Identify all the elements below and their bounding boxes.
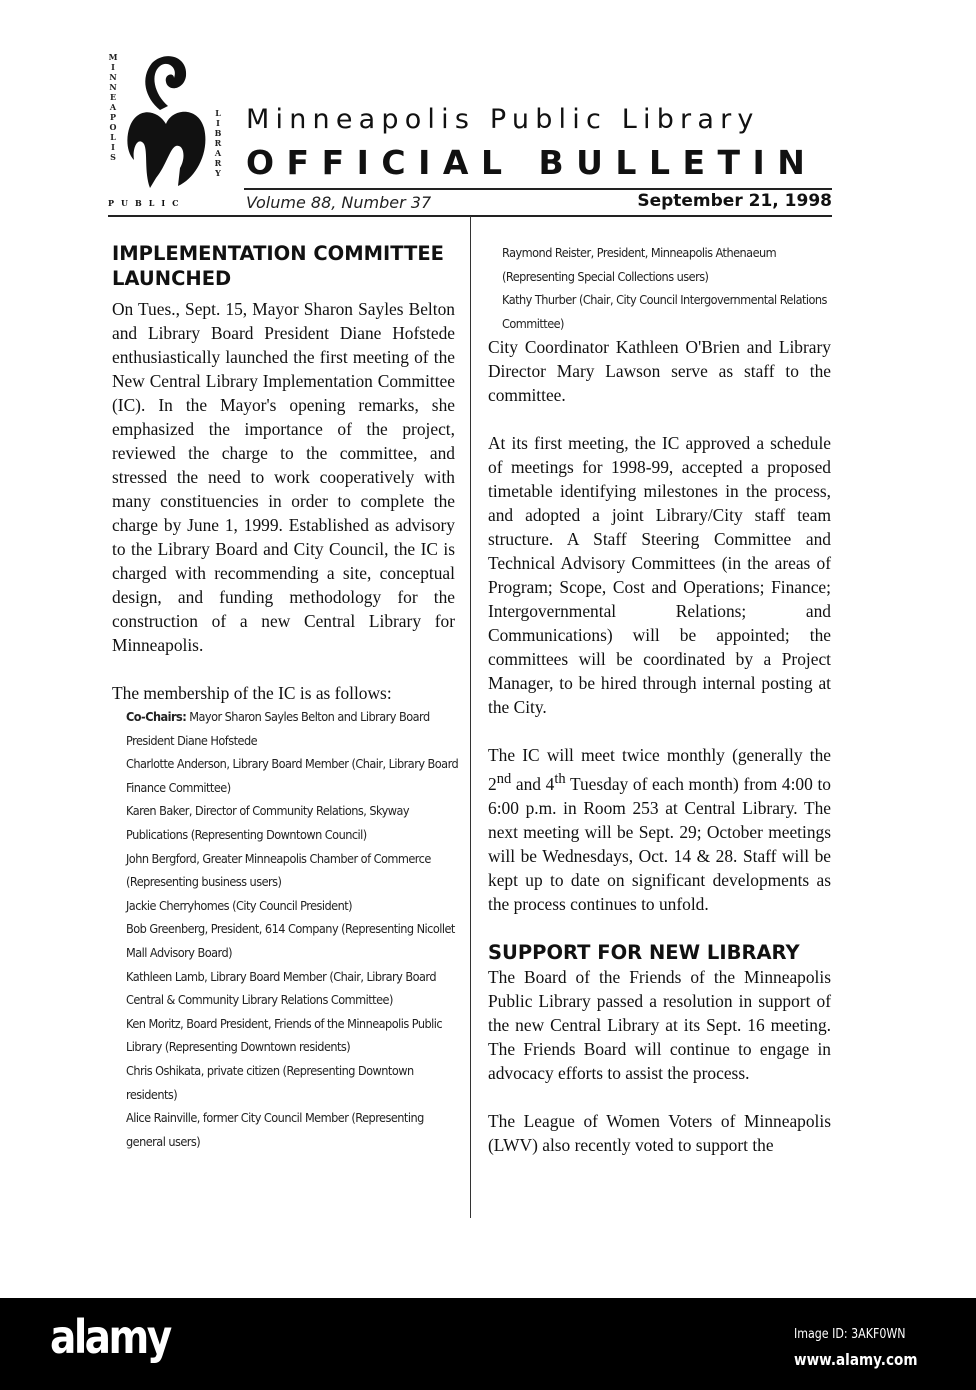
support-heading: SUPPORT FOR NEW LIBRARY: [488, 941, 800, 965]
member-item: Bob Greenberg, President, 614 Company (Representing Nicollet Mall Advisory Board): [126, 921, 455, 960]
bulletin-title: OFFICIAL BULLETIN: [246, 143, 818, 182]
right-column: [488, 241, 831, 1157]
schedule-text: The IC will meet twice monthly (generally the 2: [488, 745, 831, 795]
left-column: [112, 241, 459, 1153]
staff-paragraph: City Coordinator Kathleen O'Brien and Library Director Mary Lawson serve as staff to the committee.: [488, 337, 831, 406]
member-item: Chris Oshikata, private citizen (Representing Downtown residents): [126, 1062, 414, 1102]
column-divider: [470, 216, 471, 1218]
membership-intro: The membership of the IC is as follows:: [112, 683, 392, 703]
member-item: Raymond Reister, President, Minneapolis Athenaeum (Representing Special Collections users): [502, 245, 777, 284]
member-item: Alice Rainville, former City Council Member (Representing general users): [126, 1110, 424, 1149]
friends-paragraph: The Board of the Friends of the Minneapolis Public Library passed a resolution in support of the new Central Library at its Sept. 16 meeting. The Friends Board will continue to engage in advocacy efforts to assist the process.: [488, 967, 831, 1084]
member-item: Kathleen Lamb, Library Board Member (Chair, Library Board Central & Community Library Relations Committee): [126, 968, 437, 1008]
ordinal-suffix: nd: [496, 771, 512, 788]
article-heading: IMPLEMENTATION COMMITTEE LAUNCHED: [112, 242, 444, 290]
cochairs-label: Co-Chairs:: [126, 709, 187, 724]
member-item-cochairs: [126, 705, 459, 752]
member-item: Charlotte Anderson, Library Board Member (Chair, Library Board Finance Committee): [126, 756, 459, 795]
alamy-logo: alamy: [50, 1310, 170, 1364]
member-list-continued: [502, 241, 840, 335]
cochairs-names: Mayor Sharon Sayles Belton and Library Board President Diane Hofstede: [126, 709, 430, 748]
issue-date: September 21, 1998: [637, 191, 832, 211]
ordinal-suffix: th: [554, 771, 566, 788]
logo-m-swirl-icon: [120, 48, 210, 198]
volume-number: Volume 88, Number 37: [246, 193, 432, 212]
lwv-paragraph: The League of Women Voters of Minneapolis (LWV) also recently voted to support the: [488, 1111, 831, 1156]
logo-text-minneapolis: MINNEAPOLIS: [108, 52, 118, 162]
schedule-text: and 4: [511, 774, 555, 795]
member-item: John Bergford, Greater Minneapolis Chamber of Commerce (Representing business users): [126, 850, 431, 890]
member-item: Kathy Thurber (Chair, City Council Intergovernmental Relations Committee): [502, 292, 827, 331]
schedule-paragraph: [488, 743, 831, 916]
library-logo: [108, 48, 233, 213]
first-meeting-paragraph: At its first meeting, the IC approved a schedule of meetings for 1998-99, accepted a proposed timetable identifying milestones in the process, and adopted a joint Library/City staff team structure. A Staff Steering Committee and Technical Advisory Committees (in the areas of Program; Scope, Cost and Operations; Finance; Intergovernmental Relations; and Communications) will be appointed; the committees will be coordinated by a Project Manager, to be hired through internal posting at the City.: [488, 433, 831, 718]
article-paragraph: On Tues., Sept. 15, Mayor Sharon Sayles Belton and Library Board President Diane Hofstede enthusiastically launched the first meeting of the New Central Library Implementation Committee (IC). In the Mayor's opening remarks, she emphasized the importance of the project, reviewed the charge to the committee, and stressed the need to work cooperatively with many constituencies in order to complete the charge by June 1, 1999. Established as advisory to the Library Board and City Council, the IC is charged with recommending a site, conceptual design, and funding methodology for the construction of a new Central Library for Minneapolis.: [112, 299, 455, 655]
member-list: [126, 705, 459, 1153]
publication-name: Minneapolis Public Library: [246, 104, 760, 135]
image-id: Image ID: 3AKF0WN: [794, 1327, 906, 1342]
member-item: Jackie Cherryhomes (City Council President): [126, 897, 353, 913]
member-item: Karen Baker, Director of Community Relations, Skyway Publications (Representing Downtown Council): [126, 803, 410, 842]
member-item: Ken Moritz, Board President, Friends of the Minneapolis Public Library (Representing Downtown residents): [126, 1015, 443, 1055]
header-rule: [244, 188, 832, 190]
schedule-text: Tuesday of each month) from 4:00 to 6:00 p.m. in Room 253 at Central Library. The next meeting will be Sept. 29; October meetings will be Wednesdays, Oct. 14 & 28. Staff will be kept up to date on significant developments as the process continues to unfold.: [488, 774, 831, 915]
logo-text-library: LIBRARY: [213, 108, 223, 178]
logo-text-public: PUBLIC: [108, 198, 186, 208]
watermark-url: www.alamy.com: [794, 1350, 918, 1369]
